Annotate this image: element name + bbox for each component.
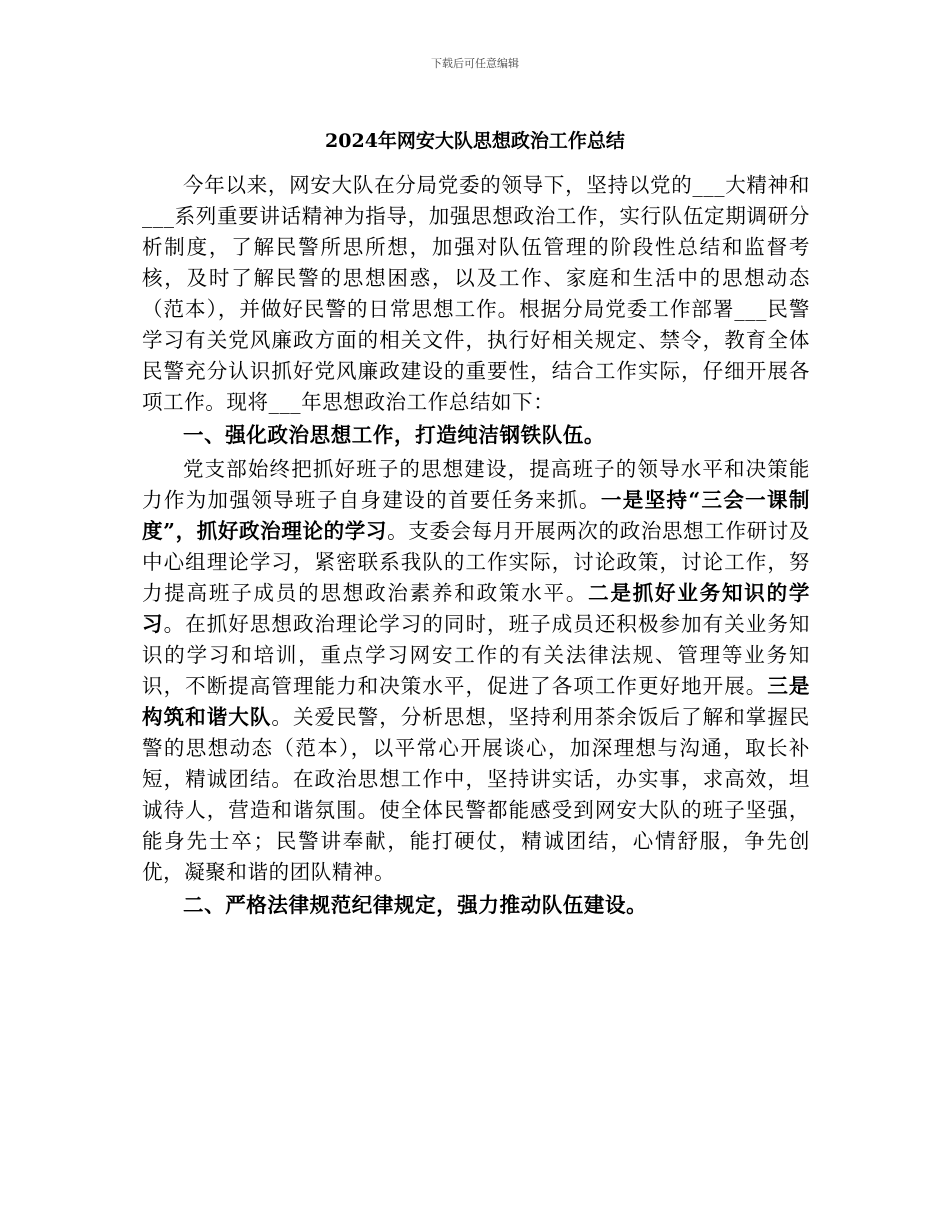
intro-paragraph: 今年以来，网安大队在分局党委的领导下，坚持以党的___大精神和___系列重要讲话精神为指导，加强思想政治工作，实行队伍定期调研分析制度，了解民警所思所想，加强对队伍管理的阶段性总结和监督考核，及时了解民警的思想困惑，以及工作、家庭和生活中的思想动态（范本），并做好民警的日常思想工作。根据分局党委工作部署___民警学习有关党风廉政方面的相关文件，执行好相关规定、禁令，教育全体民警充分认识抓好党风廉政建设的重要性，结合工作实际，仔细开展各项工作。现将___年思想政治工作总结如下： bbox=[142, 173, 810, 414]
section-1-bold-3: 三是构筑和谐大队 bbox=[142, 674, 810, 729]
header-note: 下载后可任意编辑 bbox=[431, 57, 519, 70]
section-1-text-3: 。在抓好思想政治理论学习的同时，班子成员还积极参加有关业务知识的学习和培训，重点学习网安工作的有关法律法规、管理等业务知识，不断提高管理能力和决策水平，促进了各项工作更好地开展。 bbox=[142, 612, 811, 698]
section-1-bold-1: 一是坚持“三会一课制度”，抓好政治理论的学习 bbox=[142, 488, 810, 543]
section-2-heading: 二、严格法律规范纪律规定，强力推动队伍建设。 bbox=[183, 893, 648, 917]
document-body bbox=[142, 170, 810, 924]
document-title: 2024年网安大队思想政治工作总结 bbox=[325, 130, 625, 152]
section-1-bold-2: 二是抓好业务知识的学习 bbox=[142, 581, 811, 636]
section-1-text-1: 党支部始终把抓好班子的思想建设，提高班子的领导水平和决策能力作为加强领导班子自身建设的首要任务来抓。 bbox=[142, 457, 810, 512]
section-1-text-2: 。支委会每月开展两次的政治思想工作研讨及中心组理论学习，紧密联系我队的工作实际，讨论政策，讨论工作，努力提高班子成员的思想政治素养和政策水平。 bbox=[142, 519, 810, 605]
section-1-heading: 一、强化政治思想工作，打造纯洁钢铁队伍。 bbox=[183, 423, 605, 447]
section-1-paragraph bbox=[142, 454, 810, 888]
section-1-text-4: 。关爱民警，分析思想，坚持利用茶余饭后了解和掌握民警的思想动态（范本），以平常心开展谈心，加深理想与沟通，取长补短，精诚团结。在政治思想工作中，坚持讲实话，办实事，求高效，坦诚待人，营造和谐氛围。使全体民警都能感受到网安大队的班子坚强，能身先士卒；民警讲奉献，能打硬仗，精诚团结，心情舒服，争先创优，凝聚和谐的团队精神。 bbox=[142, 705, 811, 884]
